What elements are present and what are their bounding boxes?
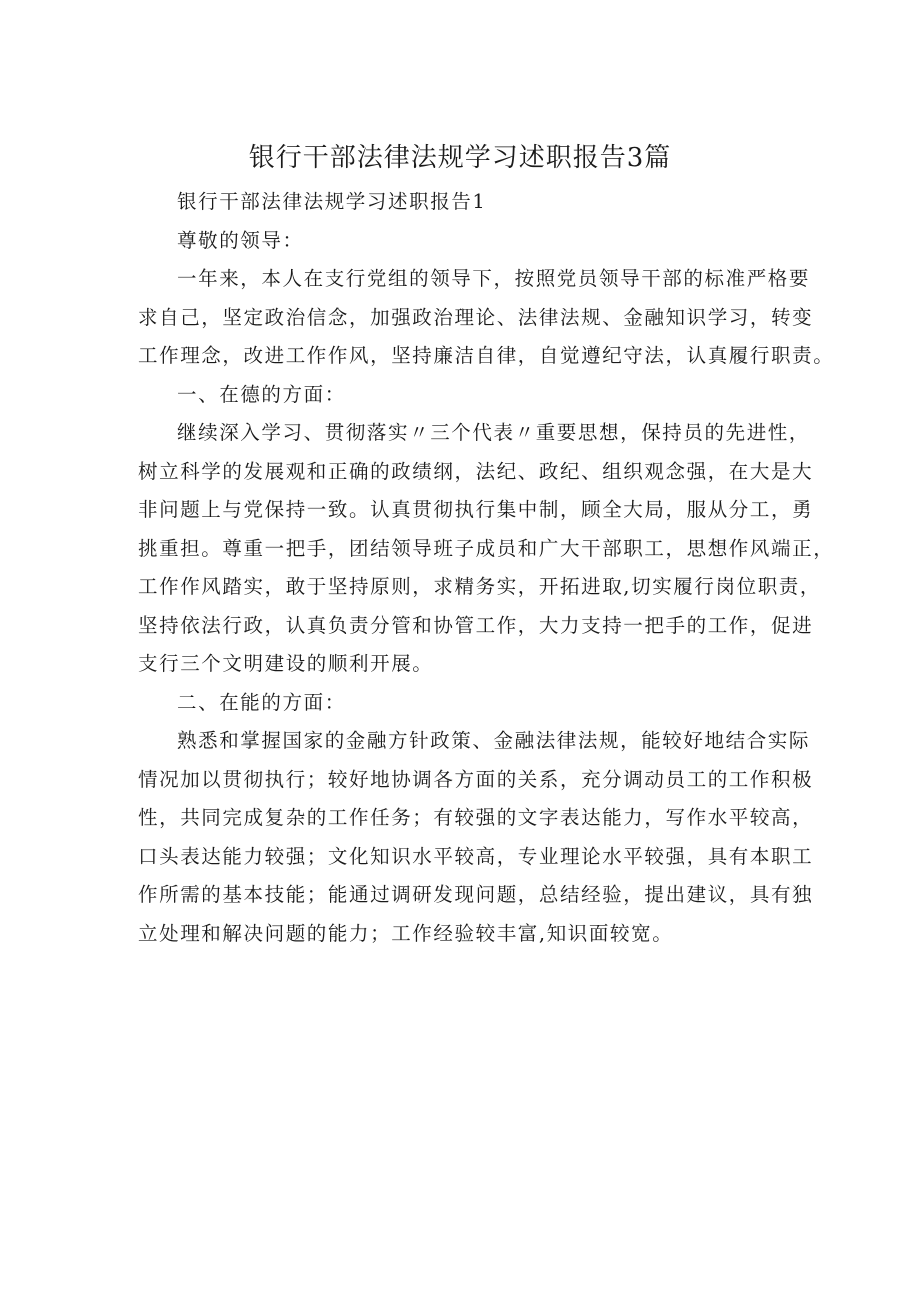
section-heading-ability	[138, 684, 788, 723]
text-line: 继续深入学习、贯彻落实〃三个代表〃重要思想，保持员的先进性，	[177, 421, 811, 444]
text-line: 一年来，本人在支行党组的领导下，按照党员领导干部的标准严格要	[177, 267, 811, 290]
text-line: 非问题上与党保持一致。认真贯彻执行集中制，顾全大局，服从分工，勇	[138, 498, 814, 521]
text-line: 一、在德的方面：	[177, 382, 346, 406]
text-line: 工作作风踏实，敢于坚持原则，求精务实，开拓进取,切实履行岗位职责，	[138, 575, 821, 598]
text-line: 银行干部法律法规学习述职报告1	[177, 190, 487, 213]
report-subtitle	[138, 183, 788, 222]
text-line: 作所需的基本技能；能通过调研发现问题，总结经验，提出建议，具有独	[138, 883, 814, 906]
paragraph-morality	[138, 414, 835, 684]
text-line: 支行三个文明建设的顺利开展。	[138, 652, 434, 675]
text-line: 二、在能的方面：	[177, 690, 346, 714]
document-body	[138, 183, 835, 953]
salutation	[138, 222, 788, 261]
text-line: 性，共同完成复杂的工作任务；有较强的文字表达能力，写作水平较高，	[138, 806, 814, 829]
text-line: 口头表达能力较强；文化知识水平较高，专业理论水平较强，具有本职工	[138, 844, 814, 868]
section-heading-morality	[138, 376, 788, 415]
text-line: 工作理念，改进工作作风，坚持廉洁自律，自觉遵纪守法，认真履行职责。	[138, 344, 835, 367]
text-line: 树立科学的发展观和正确的政绩纲，法纪、政纪、组织观念强，在大是大	[138, 459, 814, 483]
text-line: 立处理和解决问题的能力；工作经验较丰富,知识面较宽。	[138, 921, 674, 945]
text-line: 挑重担。尊重一把手，团结领导班子成员和广大干部职工，思想作风端正，	[138, 536, 835, 560]
text-line: 求自己，坚定政治信念，加强政治理论、法律法规、金融知识学习，转变	[138, 305, 814, 329]
paragraph-intro	[138, 260, 835, 376]
text-line: 熟悉和掌握国家的金融方针政策、金融法律法规，能较好地结合实际	[177, 729, 811, 752]
text-line: 尊敬的领导：	[177, 228, 304, 252]
document-title: 银行干部法律法规学习述职报告3篇	[248, 143, 672, 173]
text-line: 情况加以贯彻执行；较好地协调各方面的关系，充分调动员工的工作积极	[138, 767, 814, 791]
paragraph-ability	[138, 722, 814, 953]
text-line: 坚持依法行政，认真负责分管和协管工作，大力支持一把手的工作，促进	[138, 613, 814, 637]
